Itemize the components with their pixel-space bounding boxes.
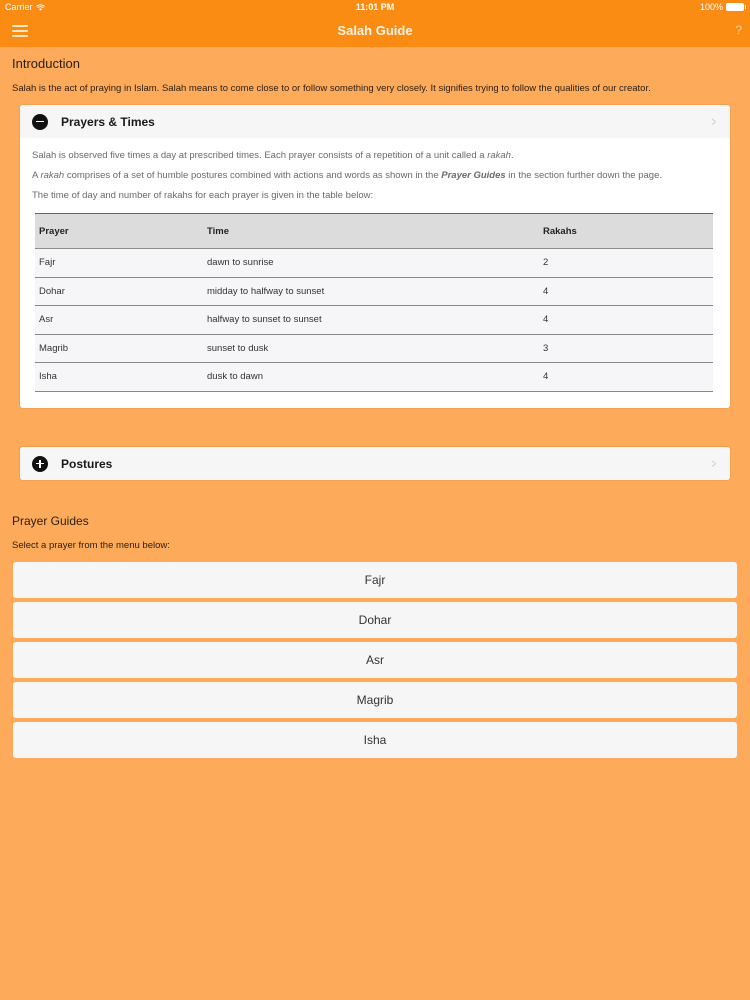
prayers-times-paragraph-2: A rakah comprises of a set of humble postures combined with actions and words as shown in the Prayer Guides in the section further down the page. <box>32 170 662 181</box>
cell-prayer: Isha <box>35 363 203 392</box>
introduction-text: Salah is the act of praying in Islam. Salah means to come close to or follow something very closely. It signifies trying to follow the qualities of our creator. <box>12 83 651 94</box>
cell-time: halfway to sunset to sunset <box>203 306 543 335</box>
column-header-time: Time <box>207 225 230 237</box>
table-row <box>35 249 713 278</box>
postures-title: Postures <box>61 456 113 471</box>
magrib-guide-button[interactable]: Magrib <box>13 682 737 718</box>
plus-circle-icon[interactable] <box>32 456 48 472</box>
table-row <box>35 334 713 363</box>
table-row <box>35 306 713 335</box>
cell-time: sunset to dusk <box>203 334 543 363</box>
prayers-times-title: Prayers & Times <box>61 114 155 129</box>
dohar-guide-button[interactable]: Dohar <box>13 602 737 638</box>
cell-prayer: Dohar <box>35 277 203 306</box>
table-row <box>35 277 713 306</box>
postures-header[interactable] <box>20 447 730 480</box>
introduction-heading: Introduction <box>12 56 80 71</box>
chevron-right-icon: > <box>711 456 717 471</box>
prayer-times-table <box>35 213 713 392</box>
carrier-label: Carrier <box>5 2 33 12</box>
table-row <box>35 363 713 392</box>
cell-prayer: Magrib <box>35 334 203 363</box>
cell-rakahs: 4 <box>543 277 713 306</box>
column-header-rakahs: Rakahs <box>543 225 577 237</box>
column-header-prayer: Prayer <box>39 225 69 237</box>
cell-rakahs: 2 <box>543 249 713 278</box>
table-header-row <box>35 214 713 249</box>
fajr-guide-button[interactable]: Fajr <box>13 562 737 598</box>
cell-time: dawn to sunrise <box>203 249 543 278</box>
cell-rakahs: 4 <box>543 363 713 392</box>
isha-guide-button[interactable]: Isha <box>13 722 737 758</box>
prayer-guides-heading: Prayer Guides <box>12 514 89 528</box>
help-button[interactable]: ? <box>735 23 742 37</box>
prayers-times-paragraph-3: The time of day and number of rakahs for each prayer is given in the table below: <box>32 190 374 201</box>
postures-card <box>20 447 730 480</box>
cell-rakahs: 4 <box>543 306 713 335</box>
chevron-right-icon: > <box>711 114 717 129</box>
prayers-times-header[interactable] <box>20 105 730 138</box>
cell-rakahs: 3 <box>543 334 713 363</box>
cell-time: midday to halfway to sunset <box>203 277 543 306</box>
status-bar <box>0 0 750 15</box>
prayer-guides-subtitle: Select a prayer from the menu below: <box>12 540 170 551</box>
prayers-times-body <box>20 138 730 408</box>
cell-prayer: Asr <box>35 306 203 335</box>
battery-indicator <box>700 2 744 12</box>
battery-percent: 100% <box>699 2 723 12</box>
asr-guide-button[interactable]: Asr <box>13 642 737 678</box>
cell-time: dusk to dawn <box>203 363 543 392</box>
cell-prayer: Fajr <box>35 249 203 278</box>
page-title: Salah Guide <box>337 23 413 38</box>
minus-circle-icon[interactable] <box>32 114 48 130</box>
clock: 11:01 PM <box>355 2 395 12</box>
navigation-bar <box>0 15 750 47</box>
battery-icon <box>726 3 744 11</box>
prayers-times-card <box>20 105 730 408</box>
prayers-times-paragraph-1: Salah is observed five times a day at prescribed times. Each prayer consists of a repetition of a unit called a rakah. <box>32 150 514 161</box>
